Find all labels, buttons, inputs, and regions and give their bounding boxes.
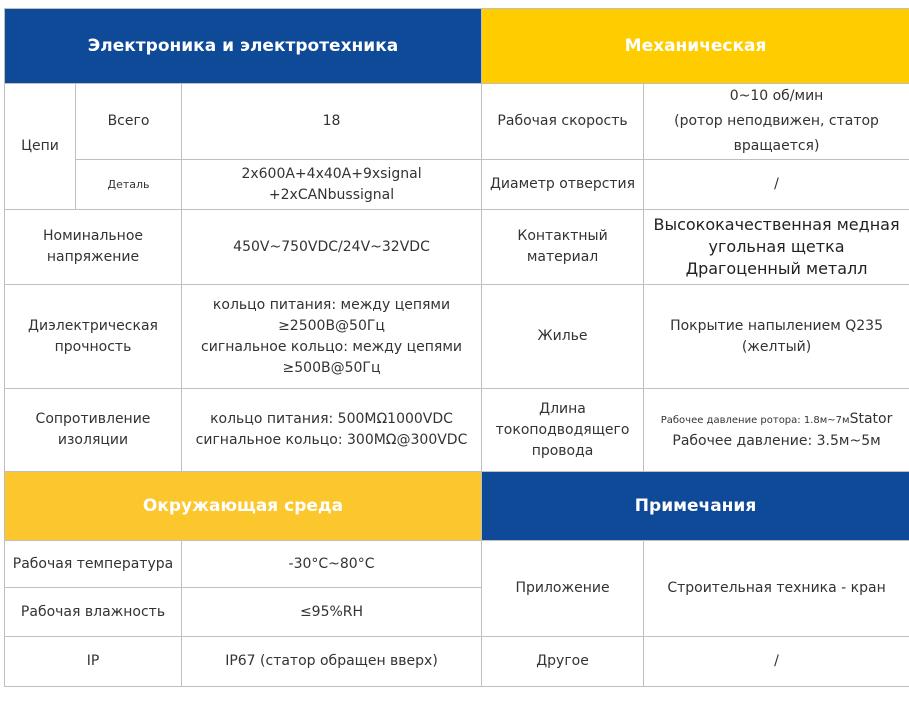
- lead-label-line: токоподводящего: [495, 421, 630, 438]
- humidity-label: Рабочая влажность: [5, 588, 182, 637]
- contact-value-line: угольная щетка: [708, 237, 845, 256]
- spec-table: [4, 8, 909, 687]
- rated-voltage-label-line: Номинальное: [42, 228, 144, 244]
- other-value: /: [644, 637, 909, 687]
- ip-label: IP: [5, 637, 182, 687]
- total-value: 18: [182, 84, 482, 160]
- insulation-label: [5, 389, 182, 472]
- rated-voltage-label-line: напряжение: [46, 249, 140, 265]
- insulation-value-line: кольцо питания: 500MΩ1000VDC: [210, 411, 453, 427]
- application-value: Строительная техника - кран: [644, 541, 909, 637]
- dielectric-value-line: сигнальное кольцо: между цепями: [201, 338, 462, 355]
- lead-label-line: провода: [531, 442, 594, 459]
- lead-value-line2: Рабочее давление: 3.5м~5м: [672, 432, 881, 449]
- lead-value: [644, 389, 909, 472]
- speed-value: [644, 84, 909, 160]
- dielectric-value-line: ≥500В@50Гц: [282, 359, 381, 376]
- insulation-label-line: Сопротивление: [35, 411, 151, 427]
- temp-label: Рабочая температура: [5, 541, 182, 588]
- housing-value-line: Покрытие напылением Q235: [670, 317, 883, 334]
- contact-label-line: материал: [526, 249, 599, 265]
- ip-value: IP67 (статор обращен вверх): [182, 637, 482, 687]
- humidity-value: ≤95%RH: [182, 588, 482, 637]
- detail-value-line: +2xCANbussignal: [268, 186, 395, 203]
- insulation-value: [182, 389, 482, 472]
- housing-value: [644, 285, 909, 389]
- rated-voltage-label: [5, 210, 182, 285]
- speed-value-line: (ротор неподвижен, статор: [674, 113, 879, 129]
- total-label: Всего: [76, 84, 182, 160]
- lead-value-rotor: Рабочее давление ротора: 1.8м~7м: [660, 414, 850, 426]
- lead-label-line: Длина: [539, 400, 586, 417]
- speed-value-line: вращается): [733, 138, 820, 154]
- circuits-label: Цепи: [5, 84, 76, 210]
- contact-label: [482, 210, 644, 285]
- insulation-label-line: изоляции: [57, 432, 129, 448]
- mechanical-header: Механическая: [482, 9, 909, 84]
- speed-label: Рабочая скорость: [482, 84, 644, 160]
- dielectric-label-line: прочность: [54, 338, 132, 355]
- detail-value: [182, 160, 482, 210]
- notes-header: Примечания: [482, 472, 909, 541]
- dielectric-value-line: ≥2500В@50Гц: [278, 317, 385, 334]
- electronics-header: Электроника и электротехника: [5, 9, 482, 84]
- dielectric-label: [5, 285, 182, 389]
- rated-voltage-value: 450V~750VDC/24V~32VDC: [182, 210, 482, 285]
- dielectric-value-line: кольцо питания: между цепями: [212, 296, 451, 313]
- dielectric-value: [182, 285, 482, 389]
- contact-label-line: Контактный: [517, 228, 608, 244]
- bore-label: Диаметр отверстия: [482, 160, 644, 210]
- lead-label: [482, 389, 644, 472]
- insulation-value-line: сигнальное кольцо: 300MΩ@300VDC: [195, 432, 468, 448]
- speed-value-line: 0~10 об/мин: [729, 88, 824, 104]
- housing-value-line: (желтый): [741, 338, 812, 355]
- detail-label: Деталь: [76, 160, 182, 210]
- housing-label: Жилье: [482, 285, 644, 389]
- other-label: Другое: [482, 637, 644, 687]
- temp-value: -30°C~80°C: [182, 541, 482, 588]
- contact-value: [644, 210, 909, 285]
- environment-header: Окружающая среда: [5, 472, 482, 541]
- contact-value-line: Высококачественная медная: [653, 215, 900, 234]
- lead-value-stator: Stator: [849, 410, 893, 427]
- contact-value-line: Драгоценный металл: [685, 259, 868, 278]
- bore-value: /: [644, 160, 909, 210]
- dielectric-label-line: Диэлектрическая: [28, 317, 158, 334]
- detail-value-line: 2x600A+4x40A+9xsignal: [241, 165, 422, 182]
- application-label: Приложение: [482, 541, 644, 637]
